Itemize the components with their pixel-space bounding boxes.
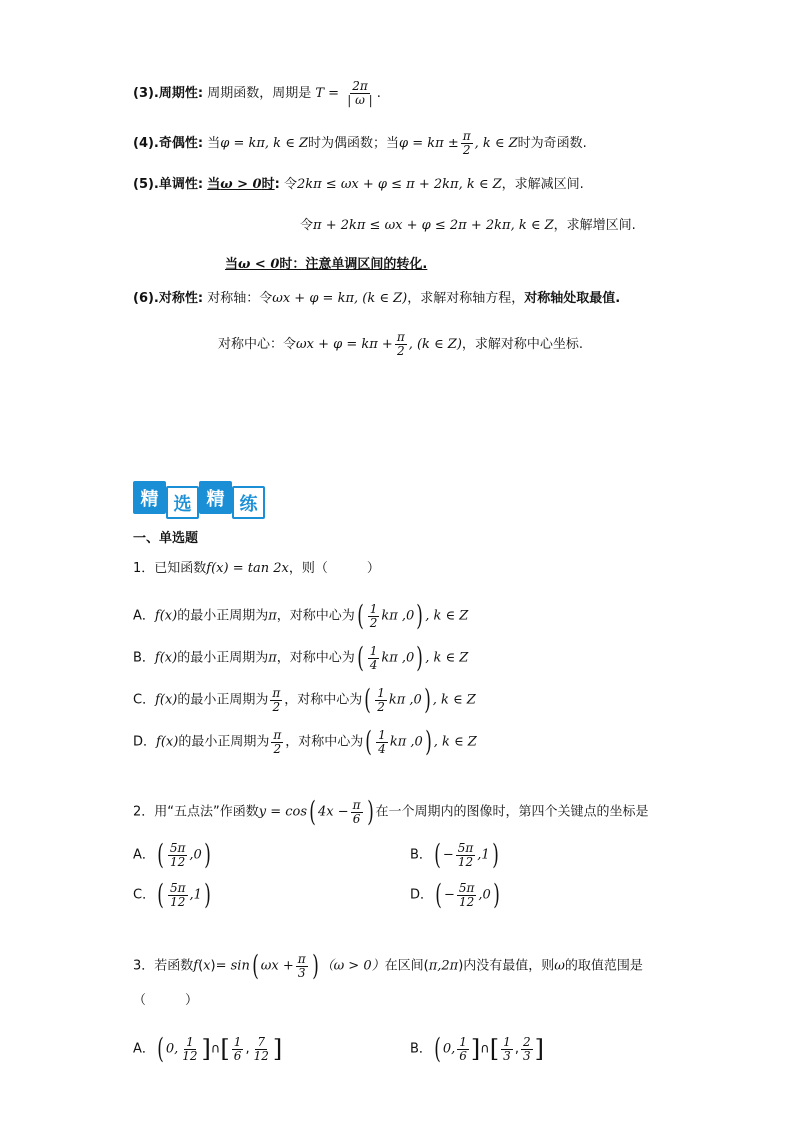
banner-char-3: 精 xyxy=(199,481,232,514)
property-4-text-1: 当 xyxy=(207,136,221,151)
property-4: (4).奇偶性: 当φ = kπ, k ∈ Z时为偶函数；当φ = kπ ± $\frac{\pi}{2}$ , k ∈ Z时为奇函数. xyxy=(133,129,587,157)
banner-char-4: 练 xyxy=(232,486,265,519)
property-4-math-2: φ = kπ ± xyxy=(399,136,459,151)
banner-char-2: 选 xyxy=(166,486,199,519)
property-5-label: (5).单调性 xyxy=(133,177,198,192)
question-2-option-d[interactable]: D．( − $\frac{5\pi}{12}$ ,0) xyxy=(410,878,500,911)
property-4-text-2: 时为偶函数；当 xyxy=(307,136,399,151)
question-1-option-b[interactable]: B．f(x)的最小正周期为π，对称中心为( $\frac{1}{4}$ kπ ,0) , k ∈ Z xyxy=(133,641,469,674)
question-2-option-c[interactable]: C．( $\frac{5\pi}{12}$ ,1) xyxy=(133,878,211,911)
question-3-option-a[interactable]: A．( 0, $\frac{1}{12}$ ]∩[ $\frac{1}{6}$ , $\frac{7}{12}$ ] xyxy=(133,1032,283,1065)
question-3-stem: 3．若函数f(x)= sin( ωx + $\frac{\pi}{3}$ ) （ω > 0）在区间(π,2π)内没有最值，则ω的取值范围是 xyxy=(133,949,643,982)
question-1-option-a[interactable]: A．f(x)的最小正周期为π，对称中心为( $\frac{1}{2}$ kπ ,0) , k ∈ Z xyxy=(133,599,469,632)
property-6-text-4: ，求解对称中心坐标. xyxy=(461,337,584,352)
property-6-label: (6).对称性 xyxy=(133,291,198,306)
property-3: (3).周期性: 周期函数，周期是 T = $\frac{2\pi}{| \omega |}$ . xyxy=(133,79,381,107)
property-5-text-3: 令 xyxy=(300,218,314,233)
property-6-text-3: 对称中心：令 xyxy=(218,337,297,352)
property-5-math-1: 2kπ ≤ ωx + φ ≤ π + 2kπ, k ∈ Z xyxy=(296,177,502,192)
question-2-stem: 2．用“五点法”作函数y = cos( 4x − $\frac{\pi}{6}$ ) 在一个周期内的图像时，第四个关键点的坐标是 xyxy=(133,795,649,828)
property-6-math-1: ωx + φ = kπ, (k ∈ Z) xyxy=(272,291,408,306)
question-2-option-b[interactable]: B．( − $\frac{5\pi}{12}$ ,1) xyxy=(410,838,499,871)
property-5-text-1: 令 xyxy=(283,177,297,192)
question-2-option-a[interactable]: A．( $\frac{5\pi}{12}$ ,0) xyxy=(133,838,211,871)
property-6: (6).对称性: 对称轴：令ωx + φ = kπ, (k ∈ Z)，求解对称轴方程，对称轴处取最值. xyxy=(133,291,621,306)
period-fraction: $\frac{2\pi}{| \omega |}$ xyxy=(347,79,373,107)
question-1-stem: 1．已知函数f(x) = tan 2x，则（ ） xyxy=(133,561,380,576)
property-5-condition: 当ω > 0时 xyxy=(207,177,275,192)
property-5-text-4: ，求解增区间. xyxy=(553,218,636,233)
property-5: (5).单调性: 当ω > 0时: 令2kπ ≤ ωx + φ ≤ π + 2kπ, k ∈ Z，求解减区间. xyxy=(133,177,584,192)
pi-half-fraction: $\frac{\pi}{2}$ xyxy=(462,129,471,157)
section-title: 一、单选题 xyxy=(133,531,199,546)
property-5-line-2 xyxy=(300,217,636,235)
property-6-bold: 对称轴处取最值. xyxy=(524,291,621,306)
property-4-label: (4).奇偶性 xyxy=(133,136,198,151)
question-1-option-d[interactable]: D．f(x)的最小正周期为 $\frac{\pi}{2}$ ，对称中心为( $\frac{1}{4}$ kπ ,0) , k ∈ Z xyxy=(133,725,477,758)
question-3-paren: （ ） xyxy=(133,993,199,1008)
property-3-T: T = xyxy=(315,86,340,101)
property-6-text-2: ，求解对称轴方程， xyxy=(407,291,525,306)
property-5-math-2: π + 2kπ ≤ ωx + φ ≤ 2π + 2kπ, k ∈ Z xyxy=(313,218,554,233)
question-3-option-b[interactable]: B．( 0, $\frac{1}{6}$ ]∩[ $\frac{1}{3}$ , $\frac{2}{3}$ ] xyxy=(410,1032,544,1065)
property-4-math-3: , k ∈ Z xyxy=(474,136,518,151)
property-6-line-2 xyxy=(218,331,583,358)
property-3-text: 周期函数，周期是 xyxy=(207,86,312,101)
property-6-text-1: 对称轴：令 xyxy=(207,291,273,306)
question-1-option-c[interactable]: C．f(x)的最小正周期为 $\frac{\pi}{2}$ ，对称中心为( $\frac{1}{2}$ kπ ,0) , k ∈ Z xyxy=(133,683,476,716)
property-4-text-3: 时为奇函数. xyxy=(517,136,587,151)
property-3-label: (3).周期性 xyxy=(133,86,198,101)
property-5-note: 当ω < 0时：注意单调区间的转化. xyxy=(225,257,428,272)
property-5-text-2: ，求解减区间. xyxy=(501,177,584,192)
property-6-math-2: ωx + φ = kπ + xyxy=(296,337,393,352)
property-6-math-3: , (k ∈ Z) xyxy=(408,337,462,352)
banner-char-1: 精 xyxy=(133,481,166,514)
property-4-math-1: φ = kπ, k ∈ Z xyxy=(220,136,308,151)
pi-half-fraction-2: $\frac{\pi}{2}$ xyxy=(396,330,405,358)
